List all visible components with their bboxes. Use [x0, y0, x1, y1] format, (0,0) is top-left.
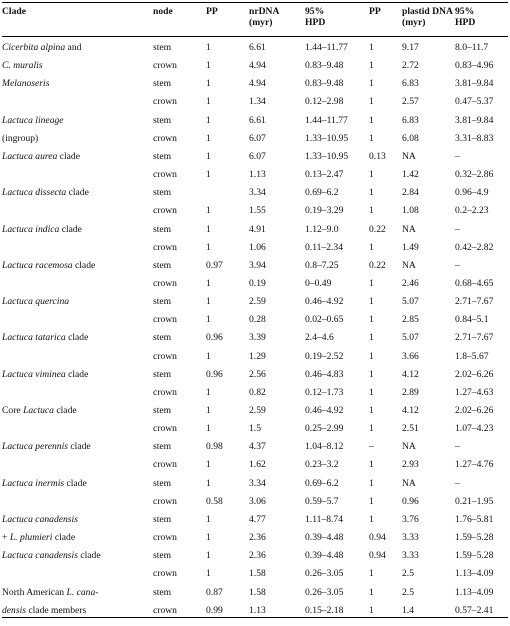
nrdna-age-cell: 3.06 [249, 495, 266, 507]
hpd-plastid-cell: 1.76–5.81 [455, 513, 494, 525]
header-node: node [153, 6, 173, 17]
clade-label-segment: Lactuca inermis [2, 477, 65, 489]
hpd-nrdna-cell: 1.33–10.95 [305, 132, 349, 144]
node-cell: stem [153, 586, 172, 598]
plastid-age-cell: 5.07 [402, 332, 419, 344]
hpd-plastid-cell: 2.71–7.67 [455, 332, 494, 344]
hpd-plastid-cell: 1.59–5.28 [455, 550, 494, 562]
hpd-plastid-cell: 1.13–4.09 [455, 586, 494, 598]
hpd-plastid-cell: 1.27–4.76 [455, 459, 494, 471]
hpd-plastid-cell: 3.81–9.84 [455, 78, 494, 90]
plastid-age-cell: 3.66 [402, 350, 419, 362]
clade-label-segment: densis [2, 604, 26, 616]
clade-label [2, 151, 80, 162]
nrdna-age-cell: 2.36 [249, 550, 266, 562]
table-top-rule [2, 2, 508, 3]
clade-label [2, 532, 75, 543]
nrdna-age-cell: 1.13 [249, 604, 266, 616]
hpd-nrdna-cell: 0.39–4.48 [305, 550, 344, 562]
hpd-nrdna-cell: 1.12–9.0 [305, 223, 339, 235]
clade-label-segment: Lactuca dissecta [2, 187, 67, 199]
node-cell: crown [153, 241, 177, 253]
pp-plastid-cell: 1 [369, 96, 374, 108]
clade-label-segment: Lactuca [23, 405, 54, 416]
node-cell: crown [153, 205, 177, 217]
nrdna-age-cell: 4.91 [249, 223, 266, 235]
pp-plastid-cell: 1 [369, 477, 374, 489]
pp-plastid-cell: 1 [369, 513, 374, 525]
plastid-age-cell: NA [402, 150, 416, 162]
hpd-plastid-cell: 0.83–4.96 [455, 60, 494, 72]
hpd-plastid-cell: 1.59–5.28 [455, 532, 494, 544]
clade-label-segment: clade [52, 532, 76, 544]
pp-plastid-cell: 1 [369, 277, 374, 289]
hpd-plastid-cell: 0.68–4.65 [455, 277, 494, 289]
nrdna-age-cell: 1.62 [249, 459, 266, 471]
hpd-nrdna-cell: 0.83–9.48 [305, 60, 344, 72]
clade-label-segment: Cicerbita alpina [2, 42, 66, 53]
header-hpd-nrdna: 95% HPD [305, 6, 326, 28]
hpd-nrdna-cell: 0.19–2.52 [305, 350, 344, 362]
header-hpd-plastid: 95% HPD [455, 6, 476, 28]
node-cell: crown [153, 60, 177, 72]
nrdna-age-cell: 2.59 [249, 296, 266, 308]
nrdna-age-cell: 0.28 [249, 314, 266, 326]
nrdna-age-cell: 6.61 [249, 114, 266, 126]
node-cell: stem [153, 296, 172, 308]
hpd-plastid-cell: 0.57–2.41 [455, 604, 494, 616]
nrdna-age-cell: 1.29 [249, 350, 266, 362]
plastid-age-cell: 1.4 [402, 604, 414, 616]
pp-nrdna-cell: 1 [206, 277, 211, 289]
pp-nrdna-cell: 1 [206, 568, 211, 580]
clade-label-segment: Lactuca indica [2, 223, 60, 235]
clade-label [2, 296, 69, 307]
pp-plastid-cell: 1 [369, 568, 374, 580]
pp-nrdna-cell: 1 [206, 532, 211, 544]
hpd-nrdna-cell: 0.83–9.48 [305, 78, 344, 90]
clade-label-segment: North American [2, 586, 67, 598]
clade-label-segment: clade [65, 332, 89, 344]
plastid-age-cell: 2.72 [402, 60, 419, 72]
clade-label-segment: Lactuca tatarica [2, 332, 66, 344]
pp-nrdna-cell: 0.98 [206, 441, 223, 453]
table-bottom-rule [2, 617, 508, 618]
nrdna-age-cell: 3.94 [249, 259, 266, 271]
pp-plastid-cell: 1 [369, 241, 374, 253]
node-cell: stem [153, 441, 172, 453]
hpd-plastid-cell: 2.71–7.67 [455, 296, 494, 308]
pp-plastid-cell: 1 [369, 205, 374, 217]
clade-label [2, 605, 86, 616]
clade-label-segment: clade [53, 405, 77, 416]
pp-plastid-cell: 1 [369, 350, 374, 362]
hpd-nrdna-cell: 0.12–1.73 [305, 386, 344, 398]
hpd-nrdna-cell: 0.26–3.05 [305, 568, 344, 580]
nrdna-age-cell: 1.55 [249, 205, 266, 217]
hpd-nrdna-cell: 0.12–2.98 [305, 96, 344, 108]
pp-plastid-cell: 0.22 [369, 223, 386, 235]
clade-label-segment: Lactuca racemosa [2, 259, 73, 271]
pp-plastid-cell: 1 [369, 423, 374, 435]
hpd-plastid-cell: – [455, 477, 460, 489]
clade-label-segment: + [2, 532, 10, 544]
pp-nrdna-cell: 1 [206, 42, 211, 53]
clade-label-segment: L. plumieri [9, 532, 53, 544]
nrdna-age-cell: 1.34 [249, 96, 266, 108]
pp-plastid-cell: 0.13 [369, 150, 386, 162]
node-cell: stem [153, 405, 172, 416]
clade-label-segment: C. muralis [2, 60, 43, 72]
clade-label [2, 514, 78, 525]
clade-label-segment: Lactuca perennis [2, 441, 68, 453]
nrdna-age-cell: 2.59 [249, 405, 266, 416]
plastid-age-cell: 2.51 [402, 423, 419, 435]
pp-plastid-cell: 1 [369, 314, 374, 326]
clade-label-segment: Lactuca canadensis [2, 513, 78, 525]
node-cell: crown [153, 169, 177, 181]
nrdna-age-cell: 4.94 [249, 78, 266, 90]
plastid-age-cell: 1.49 [402, 241, 419, 253]
plastid-age-cell: 6.83 [402, 78, 419, 90]
pp-nrdna-cell: 1 [206, 513, 211, 525]
nrdna-age-cell: 4.94 [249, 60, 266, 72]
nrdna-age-cell: 6.07 [249, 150, 266, 162]
clade-label [2, 550, 101, 561]
clade-label-segment: clade [59, 223, 82, 235]
clade-label [2, 224, 82, 235]
clade-label [2, 441, 91, 452]
pp-plastid-cell: 1 [369, 459, 374, 471]
clade-label [2, 478, 87, 489]
node-cell: crown [153, 132, 177, 144]
hpd-nrdna-cell: 0.23–3.2 [305, 459, 339, 471]
plastid-age-cell: 6.08 [402, 132, 419, 144]
pp-plastid-cell: 1 [369, 169, 374, 181]
nrdna-age-cell: 3.34 [249, 187, 266, 199]
hpd-nrdna-cell: 0–0.49 [305, 277, 332, 289]
nrdna-age-cell: 0.82 [249, 386, 266, 398]
pp-plastid-cell: 1 [369, 332, 374, 344]
clade-label [2, 405, 77, 416]
pp-nrdna-cell: 1 [206, 78, 211, 90]
plastid-age-cell: 9.17 [402, 42, 419, 53]
pp-plastid-cell: 1 [369, 78, 374, 90]
plastid-age-cell: 4.12 [402, 405, 419, 416]
plastid-age-cell: 5.07 [402, 296, 419, 308]
pp-nrdna-cell: 1 [206, 223, 211, 235]
plastid-age-cell: 1.42 [402, 169, 419, 181]
hpd-plastid-cell: 8.0–11.7 [455, 42, 489, 53]
node-cell: stem [153, 42, 172, 53]
hpd-plastid-cell: 2.02–6.26 [455, 368, 494, 380]
clade-label-segment: clade [65, 368, 89, 380]
pp-nrdna-cell: 1 [206, 241, 211, 253]
clade-label-segment: (ingroup) [2, 132, 39, 144]
clade-label-segment: clade [57, 150, 80, 162]
pp-nrdna-cell: 1 [206, 205, 211, 217]
hpd-plastid-cell: 0.21–1.95 [455, 495, 494, 507]
plastid-age-cell: 2.93 [402, 459, 419, 471]
pp-nrdna-cell: 1 [206, 350, 211, 362]
clade-label-segment: Lactuca canadensis [2, 550, 78, 562]
pp-nrdna-cell: 1 [206, 114, 211, 126]
pp-nrdna-cell: 1 [206, 296, 211, 308]
pp-plastid-cell: 0.94 [369, 532, 386, 544]
node-cell: stem [153, 114, 172, 126]
hpd-plastid-cell: 2.02–6.26 [455, 405, 494, 416]
hpd-plastid-cell: 1.07–4.23 [455, 423, 494, 435]
hpd-nrdna-cell: 1.44–11.77 [305, 114, 348, 126]
pp-nrdna-cell: 0.99 [206, 604, 223, 616]
clade-label-segment: clade [68, 441, 91, 453]
hpd-plastid-cell: 0.84–5.1 [455, 314, 489, 326]
pp-nrdna-cell: 1 [206, 96, 211, 108]
plastid-age-cell: NA [402, 223, 416, 235]
clade-label-segment: Core [2, 405, 24, 416]
hpd-plastid-cell: 0.2–2.23 [455, 205, 489, 217]
node-cell: crown [153, 350, 177, 362]
clade-label-segment: Lactuca aurea [2, 150, 58, 162]
pp-plastid-cell: 1 [369, 405, 374, 416]
clade-label-segment: Melanoseris [2, 78, 50, 90]
hpd-nrdna-cell: 0.59–5.7 [305, 495, 339, 507]
pp-plastid-cell: 1 [369, 60, 374, 72]
nrdna-age-cell: 1.5 [249, 423, 261, 435]
pp-plastid-cell: 0.22 [369, 259, 386, 271]
pp-nrdna-cell: 1 [206, 423, 211, 435]
hpd-nrdna-cell: 1.11–8.74 [305, 513, 344, 525]
nrdna-age-cell: 2.56 [249, 368, 266, 380]
clade-label [2, 78, 49, 89]
node-cell: stem [153, 150, 172, 162]
hpd-nrdna-cell: 0.19–3.29 [305, 205, 344, 217]
pp-plastid-cell: 1 [369, 495, 374, 507]
pp-nrdna-cell: 1 [206, 459, 211, 471]
pp-plastid-cell: 1 [369, 42, 374, 53]
clade-label-segment: Lactuca quercina [2, 296, 70, 308]
nrdna-age-cell: 6.61 [249, 42, 266, 53]
plastid-age-cell: NA [402, 477, 416, 489]
plastid-age-cell: 2.5 [402, 568, 414, 580]
node-cell: crown [153, 568, 177, 580]
pp-plastid-cell: 1 [369, 586, 374, 598]
hpd-plastid-cell: – [455, 223, 460, 235]
plastid-age-cell: 3.76 [402, 513, 419, 525]
hpd-plastid-cell: – [455, 259, 460, 271]
plastid-age-cell: 2.46 [402, 277, 419, 289]
hpd-nrdna-cell: 0.26–3.05 [305, 586, 344, 598]
node-cell: stem [153, 78, 172, 90]
header-pp-nrdna: PP [206, 6, 218, 17]
nrdna-age-cell: 3.39 [249, 332, 266, 344]
pp-nrdna-cell: 1 [206, 405, 211, 416]
pp-nrdna-cell: 1 [206, 477, 211, 489]
clade-label [2, 369, 88, 380]
plastid-age-cell: NA [402, 259, 416, 271]
nrdna-age-cell: 0.19 [249, 277, 266, 289]
clade-label [2, 60, 43, 71]
clade-label [2, 42, 81, 53]
hpd-nrdna-cell: 0.15–2.18 [305, 604, 344, 616]
pp-nrdna-cell: 1 [206, 60, 211, 72]
nrdna-age-cell: 1.06 [249, 241, 266, 253]
hpd-nrdna-cell: 0.13–2.47 [305, 169, 344, 181]
node-cell: crown [153, 532, 177, 544]
node-cell: crown [153, 423, 177, 435]
header-clade: Clade [2, 6, 26, 17]
node-cell: crown [153, 604, 177, 616]
clade-label-segment: clade [64, 477, 87, 489]
hpd-nrdna-cell: 1.33–10.95 [305, 150, 349, 162]
nrdna-age-cell: 1.58 [249, 586, 266, 598]
pp-plastid-cell: 1 [369, 386, 374, 398]
node-cell: crown [153, 495, 177, 507]
plastid-age-cell: 3.33 [402, 532, 419, 544]
hpd-plastid-cell: – [455, 150, 460, 162]
node-cell: stem [153, 368, 172, 380]
pp-plastid-cell: 1 [369, 114, 374, 126]
nrdna-age-cell: 4.37 [249, 441, 266, 453]
pp-nrdna-cell: 1 [206, 132, 211, 144]
node-cell: crown [153, 386, 177, 398]
clade-label-segment: Lactuca lineage [2, 114, 64, 126]
plastid-age-cell: NA [402, 441, 416, 453]
plastid-age-cell: 2.5 [402, 586, 414, 598]
nrdna-age-cell: 1.13 [249, 169, 266, 181]
hpd-nrdna-cell: 0.46–4.83 [305, 368, 344, 380]
hpd-plastid-cell: 0.96–4.9 [455, 187, 489, 199]
plastid-age-cell: 2.84 [402, 187, 419, 199]
hpd-plastid-cell: 0.47–5.37 [455, 96, 494, 108]
node-cell: crown [153, 314, 177, 326]
hpd-nrdna-cell: 0.39–4.48 [305, 532, 344, 544]
plastid-age-cell: 4.12 [402, 368, 419, 380]
pp-plastid-cell: 1 [369, 296, 374, 308]
clade-label-segment: clade [77, 550, 101, 562]
nrdna-age-cell: 2.36 [249, 532, 266, 544]
pp-plastid-cell: 1 [369, 132, 374, 144]
hpd-nrdna-cell: 0.11–2.34 [305, 241, 344, 253]
clade-label-segment: Lactuca viminea [2, 368, 66, 380]
pp-nrdna-cell: 1 [206, 169, 211, 181]
node-cell: stem [153, 223, 172, 235]
nrdna-age-cell: 6.07 [249, 132, 266, 144]
pp-plastid-cell: 1 [369, 187, 374, 199]
hpd-nrdna-cell: 0.69–6.2 [305, 187, 339, 199]
pp-plastid-cell: – [369, 441, 374, 453]
hpd-nrdna-cell: 0.46–4.92 [305, 296, 344, 308]
clade-label-segment: L. cana- [66, 586, 99, 598]
hpd-nrdna-cell: 1.44–11.77 [305, 42, 348, 53]
plastid-age-cell: 6.83 [402, 114, 419, 126]
hpd-nrdna-cell: 0.25–2.99 [305, 423, 344, 435]
node-cell: stem [153, 332, 172, 344]
hpd-plastid-cell: 1.13–4.09 [455, 568, 494, 580]
plastid-age-cell: 1.08 [402, 205, 419, 217]
node-cell: stem [153, 187, 172, 199]
clade-label-segment: clade [66, 187, 89, 199]
clade-label [2, 260, 95, 271]
pp-plastid-cell: 1 [369, 368, 374, 380]
hpd-plastid-cell: 1.27–4.63 [455, 386, 494, 398]
pp-nrdna-cell: 1 [206, 314, 211, 326]
hpd-nrdna-cell: 1.04–8.12 [305, 441, 344, 453]
pp-nrdna-cell: 0.96 [206, 332, 223, 344]
nrdna-age-cell: 3.34 [249, 477, 266, 489]
hpd-plastid-cell: 0.32–2.86 [455, 169, 494, 181]
plastid-age-cell: 2.57 [402, 96, 419, 108]
hpd-nrdna-cell: 0.8–7.25 [305, 259, 339, 271]
hpd-nrdna-cell: 2.4–4.6 [305, 332, 334, 344]
plastid-age-cell: 2.89 [402, 386, 419, 398]
clade-label-segment: and [65, 42, 82, 53]
header-plastid-dna: plastid DNA (myr) [402, 6, 453, 28]
hpd-nrdna-cell: 0.02–0.65 [305, 314, 344, 326]
node-cell: crown [153, 459, 177, 471]
nrdna-age-cell: 4.77 [249, 513, 266, 525]
pp-nrdna-cell: 0.87 [206, 586, 223, 598]
hpd-plastid-cell: 3.31–8.83 [455, 132, 494, 144]
clade-label-segment: clade members [25, 604, 87, 616]
plastid-age-cell: 3.33 [402, 550, 419, 562]
node-cell: crown [153, 277, 177, 289]
hpd-plastid-cell: 0.42–2.82 [455, 241, 494, 253]
clade-label [2, 115, 64, 126]
hpd-nrdna-cell: 0.46–4.92 [305, 405, 344, 416]
clade-label-segment: clade [72, 259, 96, 271]
hpd-plastid-cell: 1.8–5.67 [455, 350, 489, 362]
pp-nrdna-cell: 1 [206, 386, 211, 398]
clade-label [2, 332, 88, 343]
clade-label [2, 587, 98, 598]
header-pp-plastid: PP [369, 6, 381, 17]
table-header-rule [2, 36, 508, 37]
clade-label [2, 187, 89, 198]
nrdna-age-cell: 1.58 [249, 568, 266, 580]
header-nrdna: nrDNA (myr) [249, 6, 280, 28]
pp-nrdna-cell: 0.58 [206, 495, 223, 507]
plastid-age-cell: 0.96 [402, 495, 419, 507]
pp-nrdna-cell: 0.97 [206, 259, 223, 271]
pp-nrdna-cell: 1 [206, 550, 211, 562]
pp-plastid-cell: 0.94 [369, 550, 386, 562]
hpd-plastid-cell: – [455, 441, 460, 453]
pp-nrdna-cell: 1 [206, 150, 211, 162]
pp-plastid-cell: 1 [369, 604, 374, 616]
pp-nrdna-cell: 0.96 [206, 368, 223, 380]
hpd-plastid-cell: 3.81–9.84 [455, 114, 494, 126]
node-cell: crown [153, 96, 177, 108]
node-cell: stem [153, 550, 172, 562]
node-cell: stem [153, 477, 172, 489]
node-cell: stem [153, 259, 172, 271]
clade-label [2, 133, 38, 144]
hpd-nrdna-cell: 0.69–6.2 [305, 477, 339, 489]
plastid-age-cell: 2.85 [402, 314, 419, 326]
node-cell: stem [153, 513, 172, 525]
